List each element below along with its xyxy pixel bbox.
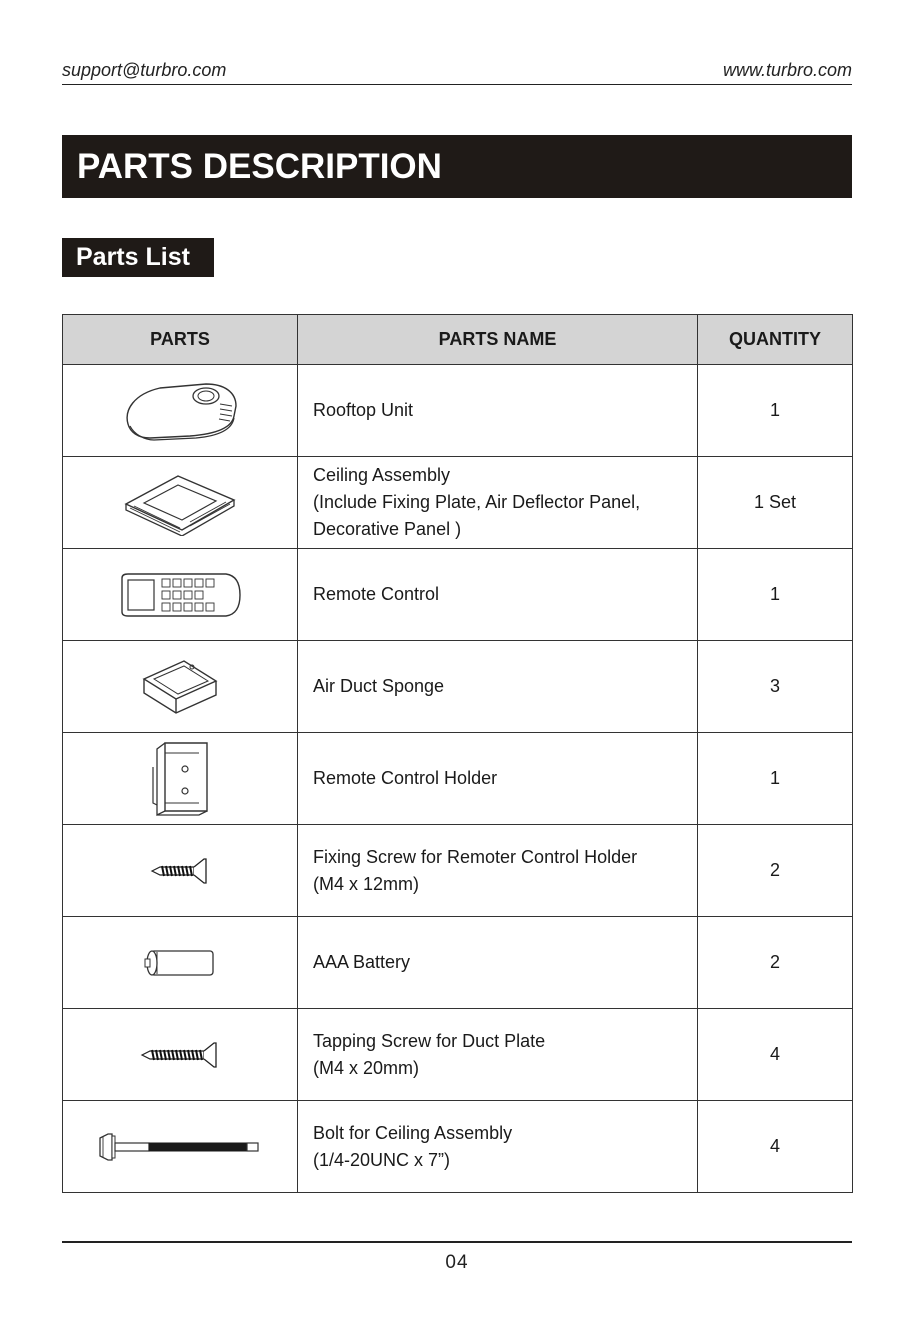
ceiling-assembly-icon — [120, 470, 240, 536]
footer-divider — [62, 1241, 852, 1243]
part-name-cell — [298, 549, 698, 641]
part-name-detail: Decorative Panel ) — [313, 519, 462, 539]
part-image-cell — [63, 825, 298, 917]
quantity-cell: 1 — [698, 733, 853, 825]
column-header-quantity: QUANTITY — [698, 315, 853, 365]
table-row — [63, 457, 853, 549]
part-name-cell — [298, 457, 698, 549]
part-image-cell — [63, 549, 298, 641]
table-row — [63, 825, 853, 917]
part-name-cell — [298, 825, 698, 917]
part-name-detail: (1/4-20UNC x 7”) — [313, 1149, 451, 1170]
quantity-cell: 1 Set — [698, 457, 853, 549]
part-name-cell — [298, 641, 698, 733]
quantity-cell: 1 — [698, 365, 853, 457]
part-image-cell — [63, 457, 298, 549]
table-row — [63, 365, 853, 457]
part-name: AAA Battery — [313, 952, 411, 972]
part-image-cell — [63, 917, 298, 1009]
part-name: Rooftop Unit — [313, 400, 414, 420]
bolt-icon — [98, 1132, 262, 1162]
part-name: Fixing Screw for Remoter Control Holder — [313, 846, 638, 867]
part-name-cell — [298, 917, 698, 1009]
table-row — [63, 549, 853, 641]
section-title: Parts List — [62, 238, 214, 277]
fixing-screw-icon — [150, 856, 210, 886]
part-image-cell — [63, 733, 298, 825]
part-name: Remote Control Holder — [313, 768, 498, 788]
table-row — [63, 1101, 853, 1193]
part-name: Bolt for Ceiling Assembly — [313, 1122, 513, 1143]
part-image-cell — [63, 1101, 298, 1193]
quantity-cell: 2 — [698, 917, 853, 1009]
part-name-cell — [298, 733, 698, 825]
page-number: 04 — [445, 1252, 469, 1273]
quantity-cell: 1 — [698, 549, 853, 641]
battery-icon — [143, 948, 217, 978]
part-name: Remote Control — [313, 584, 440, 604]
tapping-screw-icon — [140, 1040, 220, 1070]
part-name: Ceiling Assembly — [313, 465, 451, 485]
table-row — [63, 641, 853, 733]
part-name-detail: (Include Fixing Plate, Air Deflector Panel, — [313, 492, 641, 512]
rooftop-unit-icon — [120, 376, 240, 446]
part-name-cell — [298, 1009, 698, 1101]
part-name-cell — [298, 1101, 698, 1193]
column-header-parts: PARTS — [63, 315, 298, 365]
page-title: PARTS DESCRIPTION — [62, 135, 852, 198]
air-duct-sponge-icon — [140, 657, 220, 717]
table-row — [63, 1009, 853, 1101]
remote-control-icon — [118, 572, 242, 618]
part-name-cell — [298, 365, 698, 457]
part-name: Air Duct Sponge — [313, 676, 445, 696]
table-header-row — [63, 315, 853, 365]
quantity-cell: 4 — [698, 1009, 853, 1101]
part-name: Tapping Screw for Duct Plate — [313, 1030, 546, 1051]
quantity-cell: 2 — [698, 825, 853, 917]
header-divider — [62, 84, 852, 85]
support-email: support@turbro.com — [62, 60, 227, 80]
quantity-cell: 3 — [698, 641, 853, 733]
table-row — [63, 733, 853, 825]
part-name-detail: (M4 x 20mm) — [313, 1057, 420, 1078]
part-image-cell — [63, 1009, 298, 1101]
website-url: www.turbro.com — [722, 60, 852, 80]
quantity-cell: 4 — [698, 1101, 853, 1193]
table-row — [63, 917, 853, 1009]
column-header-parts-name: PARTS NAME — [298, 315, 698, 365]
part-name-detail: (M4 x 12mm) — [313, 873, 420, 894]
parts-table — [62, 314, 853, 1193]
part-image-cell — [63, 641, 298, 733]
remote-holder-icon — [145, 741, 215, 817]
part-image-cell — [63, 365, 298, 457]
